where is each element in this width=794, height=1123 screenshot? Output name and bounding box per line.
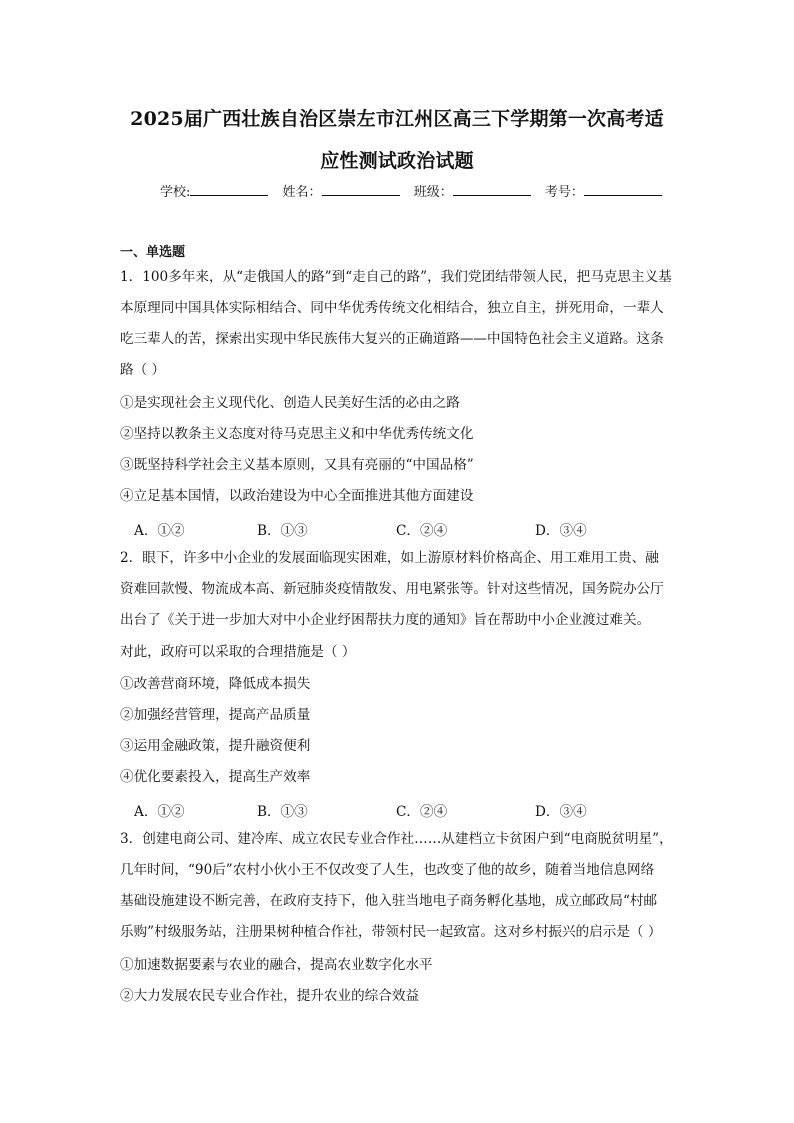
q3-stem-line: 3．创建电商公司、建冷库、成立农民专业合作社……从建档立卡贫困户到“电商脱贫明星”， bbox=[120, 831, 673, 847]
class-blank bbox=[453, 183, 531, 196]
class-label: 班级： bbox=[413, 185, 453, 200]
student-info-row bbox=[160, 181, 672, 200]
school-blank bbox=[190, 183, 268, 196]
q1-option-a[interactable]: A．①② bbox=[134, 523, 185, 539]
exam-number-blank bbox=[584, 183, 662, 196]
q2-stem-line: 出台了《关于进一步加大对中小企业纾困帮扶力度的通知》旨在帮助中小企业渡过难关。 bbox=[120, 612, 651, 628]
q1-stem-line: 1．100多年来，从“走俄国人的路”到“走自己的路”，我们党团结带领人民，把马克思主义基 bbox=[120, 269, 672, 285]
q2-stem-line: 2．眼下，许多中小企业的发展面临现实困难，如上游原材料价格高企、用工难用工贵、融 bbox=[120, 550, 659, 566]
q3-item: ②大力发展农民专业合作社，提升农业的综合效益 bbox=[120, 988, 420, 1004]
q2-option-a[interactable]: A．①② bbox=[134, 804, 185, 820]
school-label: 学校: bbox=[160, 185, 191, 200]
q2-item: ③运用金融政策，提升融资便利 bbox=[120, 738, 311, 754]
q1-item: ①是实现社会主义现代化、创造人民美好生活的必由之路 bbox=[120, 395, 460, 411]
q1-item: ②坚持以教条主义态度对待马克思主义和中华优秀传统文化 bbox=[120, 426, 474, 442]
q1-option-c[interactable]: C．②④ bbox=[396, 523, 448, 539]
q3-item: ①加速数据要素与农业的融合，提高农业数字化水平 bbox=[120, 957, 433, 973]
q3-stem-line: 乐购”村级服务站，注册果树种植合作社，带领村民一起致富。这对乡村振兴的启示是（ ） bbox=[120, 924, 662, 940]
q1-option-d[interactable]: D．③④ bbox=[535, 523, 587, 539]
section-title: 一、单选题 bbox=[120, 245, 186, 260]
q2-stem-line: 资难回款慢、物流成本高、新冠肺炎疫情散发、用电紧张等。针对这些情况，国务院办公厅 bbox=[120, 581, 664, 597]
q2-item: ④优化要素投入，提高生产效率 bbox=[120, 769, 311, 785]
exam-title-line2: 应性测试政治试题 bbox=[320, 150, 474, 172]
q1-item: ④立足基本国情，以政治建设为中心全面推进其他方面建设 bbox=[120, 488, 474, 504]
q2-item: ②加强经营管理，提高产品质量 bbox=[120, 707, 311, 723]
q2-option-b[interactable]: B．①③ bbox=[257, 804, 308, 820]
q1-stem-line: 吃三辈人的苦，探索出实现中华民族伟大复兴的正确道路——中国特色社会主义道路。这条 bbox=[120, 331, 664, 347]
q1-item: ③既坚持科学社会主义基本原则，又具有亮丽的“中国品格” bbox=[120, 457, 474, 473]
name-blank bbox=[322, 183, 400, 196]
q1-stem-line: 路（ ） bbox=[120, 362, 166, 378]
q3-stem-line: 基础设施建设不断完善，在政府支持下，他入驻当地电子商务孵化基地，成立邮政局“村邮 bbox=[120, 893, 658, 909]
q1-option-b[interactable]: B．①③ bbox=[257, 523, 308, 539]
q3-stem-line: 几年时间，“90后”农村小伙小王不仅改变了人生，也改变了他的故乡，随着当地信息网络 bbox=[120, 862, 655, 878]
q2-stem-line: 对此，政府可以采取的合理措施是（ ） bbox=[120, 644, 356, 660]
exam-number-label: 考号： bbox=[544, 185, 584, 200]
exam-title-line1: 2025届广西壮族自治区崇左市江州区高三下学期第一次高考适 bbox=[130, 108, 664, 130]
q2-option-c[interactable]: C．②④ bbox=[396, 804, 448, 820]
name-label: 姓名： bbox=[282, 185, 322, 200]
q1-stem-line: 本原理同中国具体实际相结合、同中华优秀传统文化相结合，独立自主，拼死用命，一辈人 bbox=[120, 300, 664, 316]
q2-item: ①改善营商环境，降低成本损失 bbox=[120, 676, 311, 692]
q2-option-d[interactable]: D．③④ bbox=[535, 804, 587, 820]
